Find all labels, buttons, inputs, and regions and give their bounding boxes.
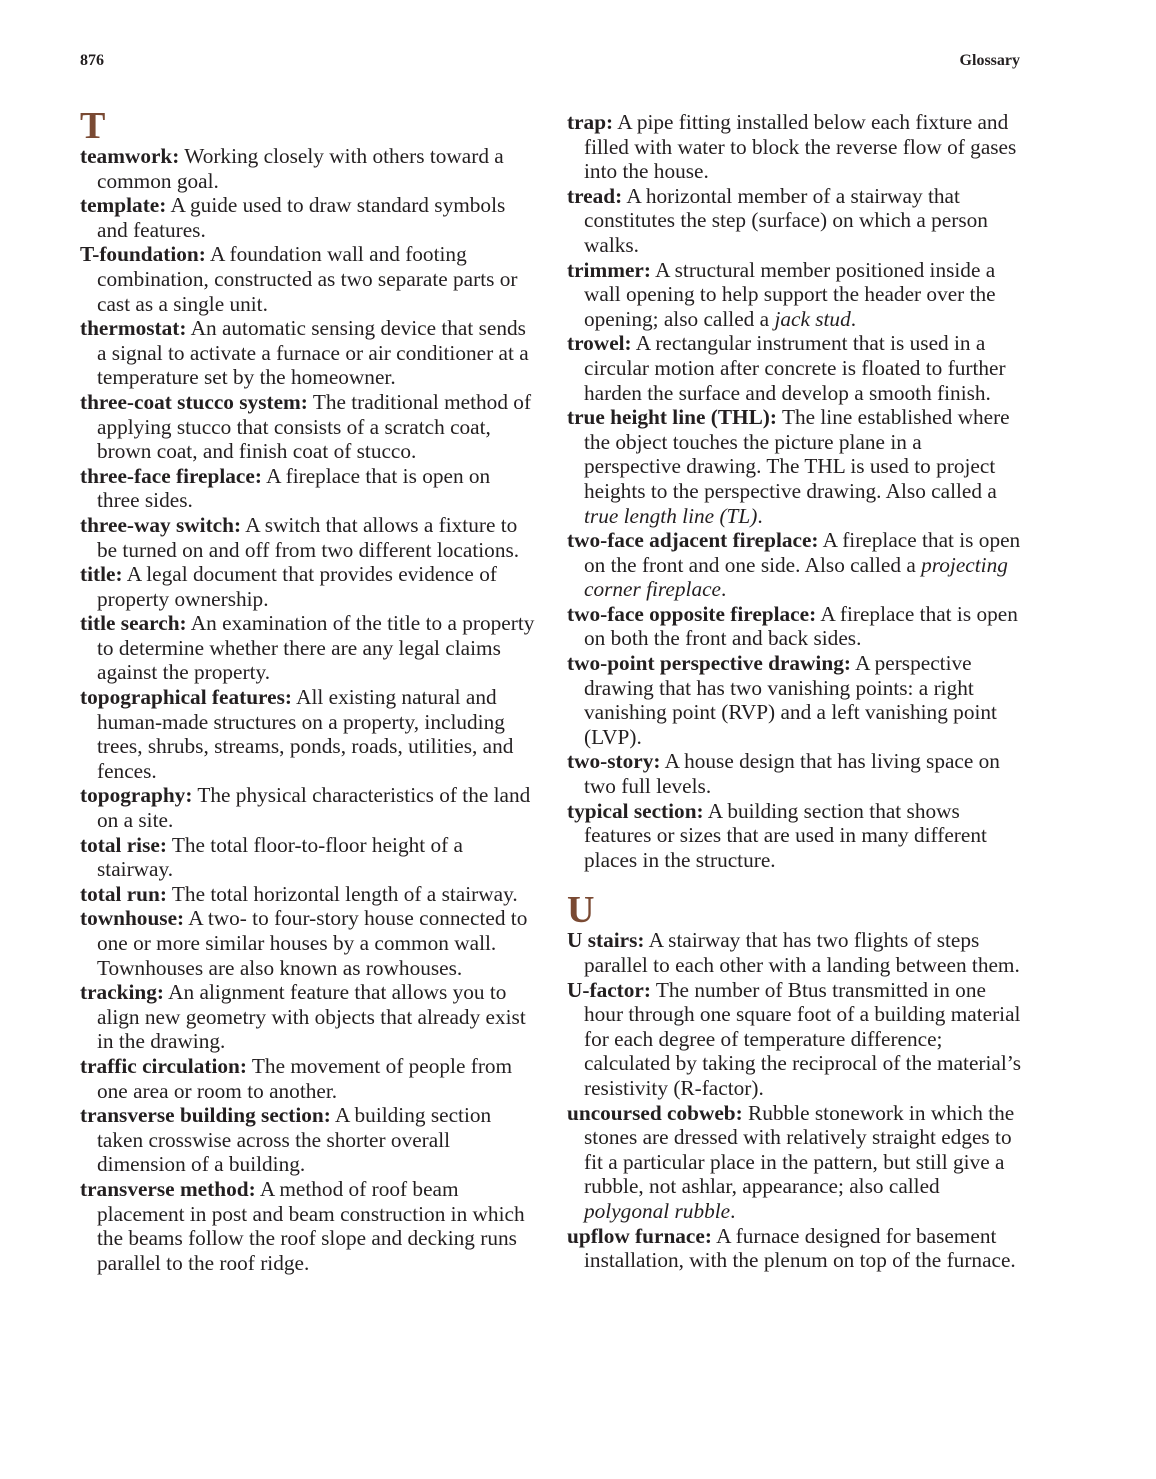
glossary-entry <box>567 331 1022 405</box>
glossary-entry <box>80 144 535 193</box>
glossary-definition: A two- to four-story house connected to one or more similar houses by a common wall. Townhouses are also known as rowhouses. <box>97 906 528 980</box>
glossary-term: teamwork: <box>80 144 180 168</box>
glossary-definition: The line established where the object touches the picture plane in a perspective drawing. The THL is used to project heights to the perspective drawing. Also called a <box>584 405 1010 503</box>
glossary-definition: Working closely with others toward a common goal. <box>97 144 504 193</box>
glossary-term: trap: <box>567 110 614 134</box>
glossary-definition-italic: jack stud <box>774 306 851 331</box>
glossary-definition: The number of Btus transmitted in one hour through one square foot of a building material for each degree of temperature difference; calculated by taking the reciprocal of the material’s resistivity (R-factor). <box>584 977 1021 1100</box>
glossary-entry <box>567 749 1022 798</box>
glossary-definition: An automatic sensing device that sends a signal to activate a furnace or air conditioner at a temperature set by the homeowner. <box>97 316 529 390</box>
glossary-term: tracking: <box>80 980 164 1005</box>
glossary-definition: A house design that has living space on two full levels. <box>584 749 1000 799</box>
glossary-definition: A building section taken crosswise across the shorter overall dimension of a building. <box>97 1103 492 1177</box>
glossary-definition-italic: projecting corner fireplace <box>584 552 1008 602</box>
glossary-term: upflow furnace: <box>567 1223 712 1248</box>
glossary-term: U-factor: <box>567 977 651 1002</box>
glossary-definition: The traditional method of applying stucco that consists of a scratch coat, brown coat, and finish coat of stucco. <box>97 389 532 464</box>
glossary-term: three-face fireplace: <box>80 463 262 488</box>
glossary-definition: A fireplace that is open on three sides. <box>97 463 491 513</box>
glossary-definition: A horizontal member of a stairway that constitutes the step (surface) on which a person walks. <box>584 183 988 257</box>
glossary-entry <box>567 1101 1022 1224</box>
glossary-definition: A fireplace that is open on the front and one side. Also called a <box>584 528 1021 577</box>
glossary-term: thermostat: <box>80 316 187 341</box>
glossary-definition: The movement of people from one area or room to another. <box>97 1053 513 1103</box>
glossary-term: topographical features: <box>80 685 292 710</box>
glossary-entry <box>567 928 1022 977</box>
glossary-definition: Rubble stonework in which the stones are dressed with relatively straight edges to fit a particular place in the pattern, but still give a rubble, not ashlar, appearance; also called <box>584 1100 1015 1199</box>
glossary-term: U stairs: <box>567 928 645 953</box>
page-number: 876 <box>80 52 104 69</box>
glossary-definition-italic: polygonal rubble <box>584 1198 731 1223</box>
glossary-definition: A pipe fitting installed below each fixture and filled with water to block the reverse flow of gases into the house. <box>584 110 1017 184</box>
glossary-entry <box>567 651 1022 749</box>
glossary-definition: A guide used to draw standard symbols and features. <box>97 193 506 242</box>
glossary-entry <box>80 882 535 907</box>
glossary-term: total rise: <box>80 832 167 857</box>
glossary-term: two-face opposite fireplace: <box>567 601 817 626</box>
section-letter-heading: U <box>567 889 595 932</box>
glossary-term: trimmer: <box>567 257 651 282</box>
glossary-definition: A perspective drawing that has two vanishing points: a right vanishing point (RVP) and a left vanishing point (LVP). <box>584 651 997 749</box>
glossary-definition: An examination of the title to a property to determine whether there are any legal claims against the property. <box>97 611 535 685</box>
glossary-definition: . <box>721 577 727 602</box>
glossary-definition: All existing natural and human-made structures on a property, including trees, shrubs, streams, ponds, roads, utilities, and fences. <box>97 685 514 783</box>
glossary-entry <box>80 513 535 562</box>
glossary-term: trowel: <box>567 331 632 356</box>
glossary-definition: A stairway that has two flights of steps parallel to each other with a landing between them. <box>584 928 1020 977</box>
glossary-entry <box>80 242 535 316</box>
glossary-entry <box>80 833 535 882</box>
glossary-column-left <box>80 105 535 1275</box>
glossary-entry <box>80 193 535 242</box>
glossary-entry <box>80 1054 535 1103</box>
glossary-entry <box>567 258 1022 332</box>
glossary-entry <box>80 685 535 783</box>
glossary-entry <box>567 405 1022 528</box>
glossary-definition: The physical characteristics of the land on a site. <box>97 783 531 833</box>
glossary-definition: . <box>730 1198 736 1223</box>
glossary-term: topography: <box>80 783 193 808</box>
glossary-entry <box>80 1103 535 1177</box>
glossary-term: true height line (THL): <box>567 405 777 430</box>
glossary-definition: The total horizontal length of a stairway. <box>166 881 518 906</box>
glossary-definition: . <box>757 503 763 528</box>
glossary-entry <box>80 783 535 832</box>
glossary-term: typical section: <box>567 798 704 823</box>
glossary-entry <box>567 1224 1022 1273</box>
glossary-definition: A switch that allows a fixture to be turned on and off from two different locations. <box>97 512 520 562</box>
glossary-entry <box>567 110 1022 184</box>
glossary-definition-italic: true length line (TL) <box>584 503 758 528</box>
glossary-definition: A rectangular instrument that is used in a circular motion after concrete is floated to further harden the surface and develop a smooth finish. <box>584 331 1006 405</box>
glossary-entry <box>80 390 535 464</box>
glossary-entry <box>80 464 535 513</box>
glossary-term: total run: <box>80 881 167 906</box>
section-letter-heading: T <box>80 105 106 147</box>
glossary-term: T-foundation: <box>80 242 206 267</box>
glossary-entry <box>567 799 1022 873</box>
glossary-entry <box>80 316 535 390</box>
glossary-definition: . <box>850 306 857 331</box>
glossary-definition: A method of roof beam placement in post and beam construction in which the beams follow the roof slope and decking runs parallel to the roof ridge. <box>97 1176 525 1275</box>
glossary-term: tread: <box>567 183 623 208</box>
glossary-term: uncoursed cobweb: <box>567 1100 743 1125</box>
glossary-entry <box>567 184 1022 258</box>
glossary-term: title search: <box>80 611 187 636</box>
glossary-term: traffic circulation: <box>80 1053 247 1078</box>
glossary-term: transverse method: <box>80 1176 256 1201</box>
glossary-term: townhouse: <box>80 906 185 931</box>
glossary-definition: A foundation wall and footing combination, constructed as two separate parts or cast as a single unit. <box>97 242 518 316</box>
glossary-entry <box>567 602 1022 651</box>
glossary-entry <box>80 562 535 611</box>
glossary-term: two-face adjacent fireplace: <box>567 528 819 553</box>
glossary-term: three-coat stucco system: <box>80 389 308 414</box>
glossary-definition: A structural member positioned inside a wall opening to help support the header over the opening; also called a <box>584 257 996 331</box>
glossary-term: two-point perspective drawing: <box>567 651 851 676</box>
glossary-entry <box>80 1177 535 1275</box>
glossary-definition: An alignment feature that allows you to align new geometry with objects that already exist in the drawing. <box>97 980 526 1054</box>
glossary-entry <box>80 980 535 1054</box>
glossary-term: template: <box>80 193 167 218</box>
glossary-term: transverse building section: <box>80 1103 331 1128</box>
glossary-entry <box>567 528 1022 602</box>
glossary-entry <box>80 611 535 685</box>
glossary-section <box>567 110 1022 872</box>
glossary-term: two-story: <box>567 749 661 774</box>
glossary-section <box>567 889 1022 1273</box>
glossary-entry <box>567 978 1022 1101</box>
glossary-section <box>80 105 535 1275</box>
running-head: Glossary <box>959 52 1020 69</box>
glossary-column-right <box>567 110 1022 1273</box>
glossary-term: title: <box>80 562 123 587</box>
glossary-definition: A fireplace that is open on both the front and back sides. <box>584 601 1018 651</box>
glossary-entry <box>80 906 535 980</box>
glossary-definition: A legal document that provides evidence of property ownership. <box>97 562 497 611</box>
glossary-definition: The total floor-to-floor height of a stairway. <box>97 832 464 882</box>
glossary-definition: A furnace designed for basement installation, with the plenum on top of the furnace. <box>584 1223 1016 1273</box>
glossary-definition: A building section that shows features or sizes that are used in many different places in the structure. <box>584 798 987 872</box>
glossary-term: three-way switch: <box>80 512 242 537</box>
